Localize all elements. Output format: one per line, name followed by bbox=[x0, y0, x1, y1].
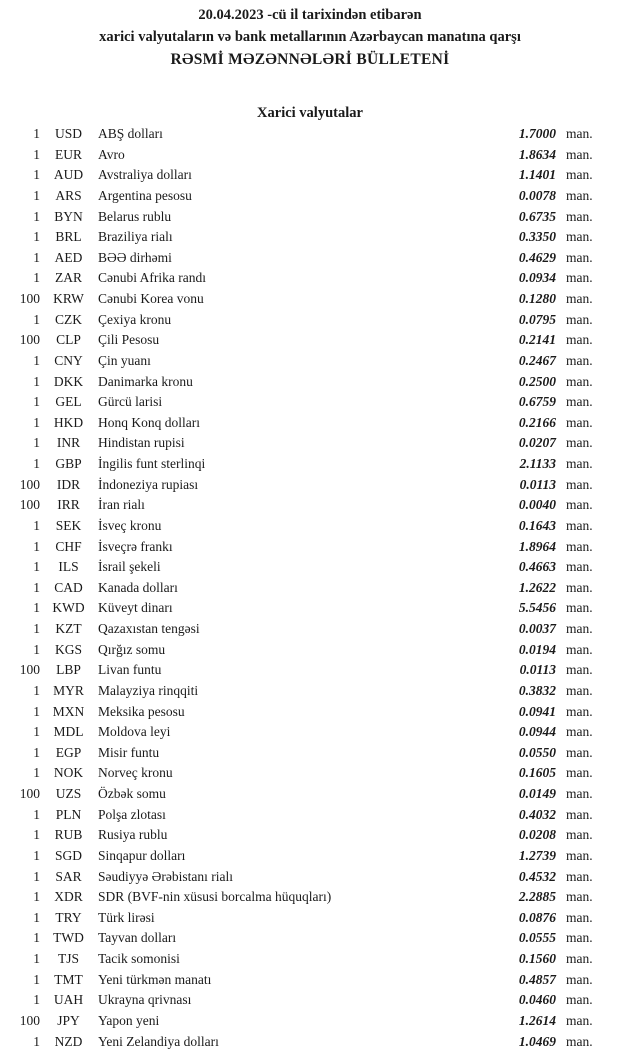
rate-row bbox=[0, 600, 620, 621]
currency-quantity: 1 bbox=[33, 249, 40, 265]
currency-quantity: 1 bbox=[33, 971, 40, 987]
currency-rate: 0.0941 bbox=[518, 703, 556, 719]
currency-rate: 0.4629 bbox=[518, 249, 556, 265]
currency-rate: 0.6735 bbox=[518, 208, 556, 224]
currency-name: Qırğız somu bbox=[98, 641, 166, 657]
currency-code: BRL bbox=[55, 229, 82, 245]
currency-quantity: 1 bbox=[33, 930, 40, 946]
currency-quantity: 100 bbox=[19, 662, 40, 678]
currency-unit: man. bbox=[566, 930, 593, 946]
currency-unit: man. bbox=[566, 1012, 593, 1028]
rate-row bbox=[0, 539, 620, 560]
currency-quantity: 1 bbox=[33, 827, 40, 843]
currency-quantity: 100 bbox=[19, 786, 40, 801]
currency-quantity: 100 bbox=[19, 497, 40, 513]
currency-unit: man. bbox=[566, 517, 593, 533]
currency-quantity: 1 bbox=[33, 600, 40, 616]
currency-code: AUD bbox=[53, 167, 84, 183]
rate-row bbox=[0, 1034, 620, 1055]
currency-code: MYR bbox=[53, 682, 84, 698]
currency-name: Meksika pesosu bbox=[98, 703, 185, 719]
currency-unit: man. bbox=[566, 827, 593, 843]
document-subtitle: xarici valyutaların və bank metallarının Azərbaycan manatına qarşı bbox=[99, 29, 521, 45]
currency-rate: 0.0149 bbox=[518, 786, 556, 801]
currency-name: Rusiya rublu bbox=[98, 827, 168, 843]
rate-row bbox=[0, 270, 620, 291]
currency-unit: man. bbox=[566, 435, 593, 451]
currency-unit: man. bbox=[566, 270, 593, 286]
currency-unit: man. bbox=[566, 311, 593, 327]
currency-rate: 0.0876 bbox=[518, 909, 556, 925]
rate-row bbox=[0, 724, 620, 745]
rate-row bbox=[0, 209, 620, 230]
currency-name: Qazaxıstan tengəsi bbox=[98, 621, 200, 636]
currency-quantity: 1 bbox=[33, 435, 40, 451]
currency-name: Küveyt dinarı bbox=[98, 600, 173, 616]
currency-unit: man. bbox=[566, 167, 593, 183]
currency-rate: 0.0795 bbox=[518, 311, 556, 327]
currency-rate: 0.1643 bbox=[518, 517, 556, 533]
document-title: RƏSMİ MƏZƏNNƏLƏRİ BÜLLETENİ bbox=[170, 51, 450, 68]
currency-code: JPY bbox=[57, 1012, 80, 1028]
currency-name: Belarus rublu bbox=[98, 208, 172, 224]
currency-name: Yeni türkmən manatı bbox=[98, 971, 212, 987]
currency-code: EGP bbox=[55, 744, 82, 760]
currency-rate: 2.2885 bbox=[518, 889, 556, 905]
currency-code: GBP bbox=[55, 456, 82, 471]
currency-unit: man. bbox=[566, 291, 593, 306]
currency-unit: man. bbox=[566, 1033, 593, 1049]
currency-unit: man. bbox=[566, 208, 593, 224]
currency-quantity: 1 bbox=[33, 621, 40, 636]
rate-row bbox=[0, 312, 620, 333]
currency-code: IRR bbox=[57, 497, 80, 513]
currency-unit: man. bbox=[566, 847, 593, 863]
currency-rate: 0.0208 bbox=[518, 827, 556, 843]
rate-row bbox=[0, 415, 620, 436]
currency-name: İngilis funt sterlinqi bbox=[98, 456, 206, 471]
currency-name: BƏƏ dirhəmi bbox=[98, 249, 172, 265]
rate-row bbox=[0, 353, 620, 374]
currency-name: Türk lirəsi bbox=[98, 909, 155, 925]
currency-rate: 0.0040 bbox=[518, 497, 556, 513]
currency-rate: 1.8964 bbox=[518, 538, 556, 554]
currency-code: GEL bbox=[55, 394, 82, 410]
currency-quantity: 1 bbox=[33, 352, 40, 368]
currency-rate: 0.2500 bbox=[518, 373, 556, 389]
currency-code: LBP bbox=[56, 662, 81, 678]
currency-quantity: 1 bbox=[33, 744, 40, 760]
currency-name: Cənubi Korea vonu bbox=[98, 291, 204, 306]
currency-rate: 1.8634 bbox=[518, 146, 556, 162]
currency-rate: 1.1401 bbox=[518, 167, 556, 183]
rate-row bbox=[0, 972, 620, 993]
rate-row bbox=[0, 291, 620, 312]
currency-unit: man. bbox=[566, 456, 593, 471]
currency-code: NOK bbox=[53, 765, 84, 781]
currency-rate: 0.2166 bbox=[518, 414, 556, 430]
rate-row bbox=[0, 848, 620, 869]
currency-name: Yeni Zelandiya dolları bbox=[98, 1033, 219, 1049]
currency-unit: man. bbox=[566, 414, 593, 430]
currency-unit: man. bbox=[566, 538, 593, 554]
currency-code: IDR bbox=[56, 476, 81, 492]
currency-quantity: 1 bbox=[33, 847, 40, 863]
rate-row bbox=[0, 580, 620, 601]
currency-code: ILS bbox=[58, 559, 79, 575]
currency-quantity: 1 bbox=[33, 559, 40, 575]
rate-row bbox=[0, 786, 620, 807]
currency-rate: 1.2622 bbox=[518, 579, 556, 595]
currency-code: CNY bbox=[54, 352, 83, 368]
currency-name: Norveç kronu bbox=[98, 765, 173, 781]
currency-unit: man. bbox=[566, 909, 593, 925]
currency-quantity: 1 bbox=[33, 889, 40, 905]
currency-name: İndoneziya rupiası bbox=[98, 476, 199, 492]
rate-row bbox=[0, 497, 620, 518]
currency-quantity: 1 bbox=[33, 146, 40, 162]
currency-unit: man. bbox=[566, 332, 593, 348]
currency-rate: 0.0207 bbox=[518, 435, 556, 451]
currency-name: Özbək somu bbox=[98, 786, 166, 801]
rate-row bbox=[0, 910, 620, 931]
currency-quantity: 1 bbox=[33, 187, 40, 203]
currency-quantity: 1 bbox=[33, 311, 40, 327]
currency-name: SDR (BVF-nin xüsusi borcalma hüquqları) bbox=[98, 889, 332, 905]
rate-row bbox=[0, 662, 620, 683]
currency-quantity: 1 bbox=[33, 703, 40, 719]
currency-quantity: 1 bbox=[33, 126, 40, 141]
currency-code: CAD bbox=[54, 579, 83, 595]
currency-code: SAR bbox=[55, 868, 82, 884]
currency-quantity: 1 bbox=[33, 167, 40, 183]
currency-unit: man. bbox=[566, 806, 593, 822]
currency-name: Livan funtu bbox=[98, 662, 162, 678]
rate-row bbox=[0, 456, 620, 477]
currency-quantity: 1 bbox=[33, 806, 40, 822]
currency-unit: man. bbox=[566, 703, 593, 719]
currency-code: CHF bbox=[55, 538, 82, 554]
currency-code: USD bbox=[54, 126, 82, 141]
currency-rate: 0.0113 bbox=[519, 476, 556, 492]
currency-unit: man. bbox=[566, 229, 593, 245]
rate-row bbox=[0, 394, 620, 415]
currency-quantity: 1 bbox=[33, 270, 40, 286]
currency-code: INR bbox=[56, 435, 81, 451]
currency-code: TWD bbox=[53, 930, 84, 946]
currency-name: Moldova leyi bbox=[98, 724, 171, 740]
currency-quantity: 1 bbox=[33, 868, 40, 884]
currency-name: ABŞ dolları bbox=[98, 126, 163, 141]
currency-code: NZD bbox=[54, 1033, 83, 1049]
currency-unit: man. bbox=[566, 497, 593, 513]
currency-quantity: 1 bbox=[33, 641, 40, 657]
currency-quantity: 1 bbox=[33, 579, 40, 595]
currency-unit: man. bbox=[566, 394, 593, 410]
currency-rate: 0.1560 bbox=[518, 951, 556, 966]
currency-code: AED bbox=[54, 249, 83, 265]
currency-rate: 1.2614 bbox=[518, 1012, 556, 1028]
rates-table bbox=[0, 126, 620, 1054]
currency-quantity: 1 bbox=[33, 208, 40, 224]
currency-unit: man. bbox=[566, 889, 593, 905]
currency-quantity: 1 bbox=[33, 724, 40, 740]
rate-row bbox=[0, 188, 620, 209]
currency-code: KRW bbox=[53, 291, 84, 306]
currency-name: Misir funtu bbox=[98, 744, 160, 760]
currency-rate: 0.0550 bbox=[518, 744, 556, 760]
currency-name: Çili Pesosu bbox=[98, 332, 160, 348]
currency-quantity: 100 bbox=[19, 291, 40, 306]
currency-rate: 1.0469 bbox=[518, 1033, 556, 1049]
currency-unit: man. bbox=[566, 600, 593, 616]
currency-unit: man. bbox=[566, 641, 593, 657]
currency-name: Yapon yeni bbox=[98, 1012, 160, 1028]
rate-row bbox=[0, 477, 620, 498]
currency-code: PLN bbox=[55, 806, 82, 822]
currency-code: DKK bbox=[53, 373, 84, 389]
currency-name: Ukrayna qrivnası bbox=[98, 992, 192, 1008]
currency-unit: man. bbox=[566, 476, 593, 492]
currency-unit: man. bbox=[566, 146, 593, 162]
currency-unit: man. bbox=[566, 744, 593, 760]
currency-name: Gürcü larisi bbox=[98, 394, 163, 410]
currency-quantity: 1 bbox=[33, 517, 40, 533]
currency-code: ARS bbox=[55, 187, 82, 203]
rate-row bbox=[0, 229, 620, 250]
currency-name: Polşa zlotası bbox=[98, 806, 166, 822]
currency-quantity: 100 bbox=[19, 1012, 40, 1028]
currency-unit: man. bbox=[566, 352, 593, 368]
currency-quantity: 1 bbox=[33, 229, 40, 245]
currency-quantity: 1 bbox=[33, 909, 40, 925]
rate-row bbox=[0, 889, 620, 910]
currency-quantity: 1 bbox=[33, 765, 40, 781]
currency-unit: man. bbox=[566, 621, 593, 636]
currency-unit: man. bbox=[566, 662, 593, 678]
rate-row bbox=[0, 621, 620, 642]
currency-code: BYN bbox=[54, 208, 83, 224]
currency-quantity: 100 bbox=[19, 476, 40, 492]
currency-rate: 0.4032 bbox=[518, 806, 556, 822]
currency-code: HKD bbox=[53, 414, 84, 430]
rate-row bbox=[0, 1013, 620, 1034]
rate-row bbox=[0, 992, 620, 1013]
currency-name: Cənubi Afrika randı bbox=[98, 270, 206, 286]
currency-rate: 0.3832 bbox=[518, 682, 556, 698]
currency-rate: 0.4663 bbox=[518, 559, 556, 575]
currency-rate: 0.0037 bbox=[518, 621, 556, 636]
currency-code: UZS bbox=[55, 786, 82, 801]
currency-code: SEK bbox=[55, 517, 82, 533]
rate-row bbox=[0, 827, 620, 848]
currency-name: Hindistan rupisi bbox=[98, 435, 185, 451]
currency-name: Səudiyyə Ərəbistanı rialı bbox=[98, 868, 233, 884]
currency-name: Tacik somonisi bbox=[98, 951, 180, 966]
rate-row bbox=[0, 765, 620, 786]
currency-unit: man. bbox=[566, 724, 593, 740]
rate-row bbox=[0, 642, 620, 663]
currency-unit: man. bbox=[566, 992, 593, 1008]
effective-date-line: 20.04.2023 -cü il tarixindən etibarən bbox=[198, 7, 422, 23]
currency-quantity: 1 bbox=[33, 456, 40, 471]
currency-rate: 0.0934 bbox=[518, 270, 556, 286]
currency-rate: 0.3350 bbox=[518, 229, 556, 245]
rate-row bbox=[0, 518, 620, 539]
currency-name: Kanada dolları bbox=[98, 579, 178, 595]
currency-rate: 1.2739 bbox=[518, 847, 556, 863]
currency-rate: 0.4532 bbox=[518, 868, 556, 884]
currency-name: Sinqapur dolları bbox=[98, 847, 186, 863]
currency-name: Malayziya rinqqiti bbox=[98, 682, 199, 698]
rate-row bbox=[0, 869, 620, 890]
currency-rate: 0.1605 bbox=[518, 765, 556, 781]
currency-code: RUB bbox=[54, 827, 83, 843]
currency-name: Braziliya rialı bbox=[98, 229, 173, 245]
currency-code: TMT bbox=[54, 971, 83, 987]
currency-code: EUR bbox=[55, 146, 82, 162]
rate-row bbox=[0, 167, 620, 188]
currency-name: Avstraliya dolları bbox=[98, 167, 192, 183]
rate-row bbox=[0, 435, 620, 456]
currency-unit: man. bbox=[566, 126, 593, 141]
currency-name: Çin yuanı bbox=[98, 352, 151, 368]
currency-name: Danimarka kronu bbox=[98, 373, 193, 389]
currency-quantity: 1 bbox=[33, 414, 40, 430]
currency-name: İsrail şekeli bbox=[98, 559, 161, 575]
currency-code: KWD bbox=[52, 600, 85, 616]
currency-rate: 0.0194 bbox=[518, 641, 556, 657]
rate-row bbox=[0, 332, 620, 353]
currency-quantity: 1 bbox=[33, 682, 40, 698]
currency-unit: man. bbox=[566, 868, 593, 884]
currency-code: TRY bbox=[55, 909, 82, 925]
currency-quantity: 1 bbox=[33, 992, 40, 1008]
currency-rate: 1.7000 bbox=[518, 126, 556, 141]
currency-rate: 0.1280 bbox=[518, 291, 556, 306]
currency-quantity: 1 bbox=[33, 538, 40, 554]
rate-row bbox=[0, 250, 620, 271]
currency-code: KZT bbox=[55, 621, 82, 636]
currency-code: MXN bbox=[52, 703, 85, 719]
currency-unit: man. bbox=[566, 559, 593, 575]
rate-row bbox=[0, 745, 620, 766]
currency-unit: man. bbox=[566, 951, 593, 966]
currency-rate: 0.4857 bbox=[518, 971, 556, 987]
currency-name: İsveç kronu bbox=[98, 517, 162, 533]
currency-quantity: 1 bbox=[33, 951, 40, 966]
currency-code: SGD bbox=[54, 847, 82, 863]
currency-rate: 0.0113 bbox=[519, 662, 556, 678]
currency-rate: 5.5456 bbox=[518, 600, 556, 616]
currency-code: ZAR bbox=[55, 270, 82, 286]
currency-name: İsveçrə frankı bbox=[98, 538, 173, 554]
currency-rate: 0.2467 bbox=[518, 352, 556, 368]
currency-code: CLP bbox=[56, 332, 81, 348]
currency-quantity: 100 bbox=[19, 332, 40, 348]
currency-code: CZK bbox=[55, 311, 82, 327]
document-header bbox=[0, 0, 620, 68]
currency-rate: 0.2141 bbox=[518, 332, 556, 348]
currency-name: Honq Konq dolları bbox=[98, 414, 200, 430]
currency-unit: man. bbox=[566, 249, 593, 265]
currency-quantity: 1 bbox=[33, 1033, 40, 1049]
rate-row bbox=[0, 126, 620, 147]
currency-unit: man. bbox=[566, 373, 593, 389]
currency-rate: 0.0460 bbox=[518, 992, 556, 1008]
rate-row bbox=[0, 951, 620, 972]
currency-rate: 0.0555 bbox=[518, 930, 556, 946]
currency-name: Avro bbox=[98, 146, 125, 162]
section-title-foreign-currencies: Xarici valyutalar bbox=[257, 105, 363, 121]
currency-unit: man. bbox=[566, 579, 593, 595]
currency-rate: 0.0078 bbox=[518, 187, 556, 203]
currency-unit: man. bbox=[566, 971, 593, 987]
currency-rate: 0.0944 bbox=[518, 724, 556, 740]
currency-code: KGS bbox=[54, 641, 82, 657]
rate-row bbox=[0, 704, 620, 725]
currency-rate: 0.6759 bbox=[518, 394, 556, 410]
currency-unit: man. bbox=[566, 765, 593, 781]
currency-name: İran rialı bbox=[98, 497, 145, 513]
currency-unit: man. bbox=[566, 682, 593, 698]
rate-row bbox=[0, 807, 620, 828]
rate-row bbox=[0, 683, 620, 704]
currency-code: MDL bbox=[53, 724, 84, 740]
currency-unit: man. bbox=[566, 786, 593, 801]
rate-row bbox=[0, 147, 620, 168]
currency-name: Tayvan dolları bbox=[98, 930, 177, 946]
currency-quantity: 1 bbox=[33, 373, 40, 389]
rate-row bbox=[0, 930, 620, 951]
currency-code: XDR bbox=[54, 889, 83, 905]
rate-row bbox=[0, 374, 620, 395]
currency-name: Çexiya kronu bbox=[98, 311, 172, 327]
currency-quantity: 1 bbox=[33, 394, 40, 410]
currency-name: Argentina pesosu bbox=[98, 187, 192, 203]
currency-code: TJS bbox=[57, 951, 79, 966]
currency-unit: man. bbox=[566, 187, 593, 203]
currency-code: UAH bbox=[53, 992, 84, 1008]
rate-row bbox=[0, 559, 620, 580]
currency-rate: 2.1133 bbox=[519, 456, 556, 471]
